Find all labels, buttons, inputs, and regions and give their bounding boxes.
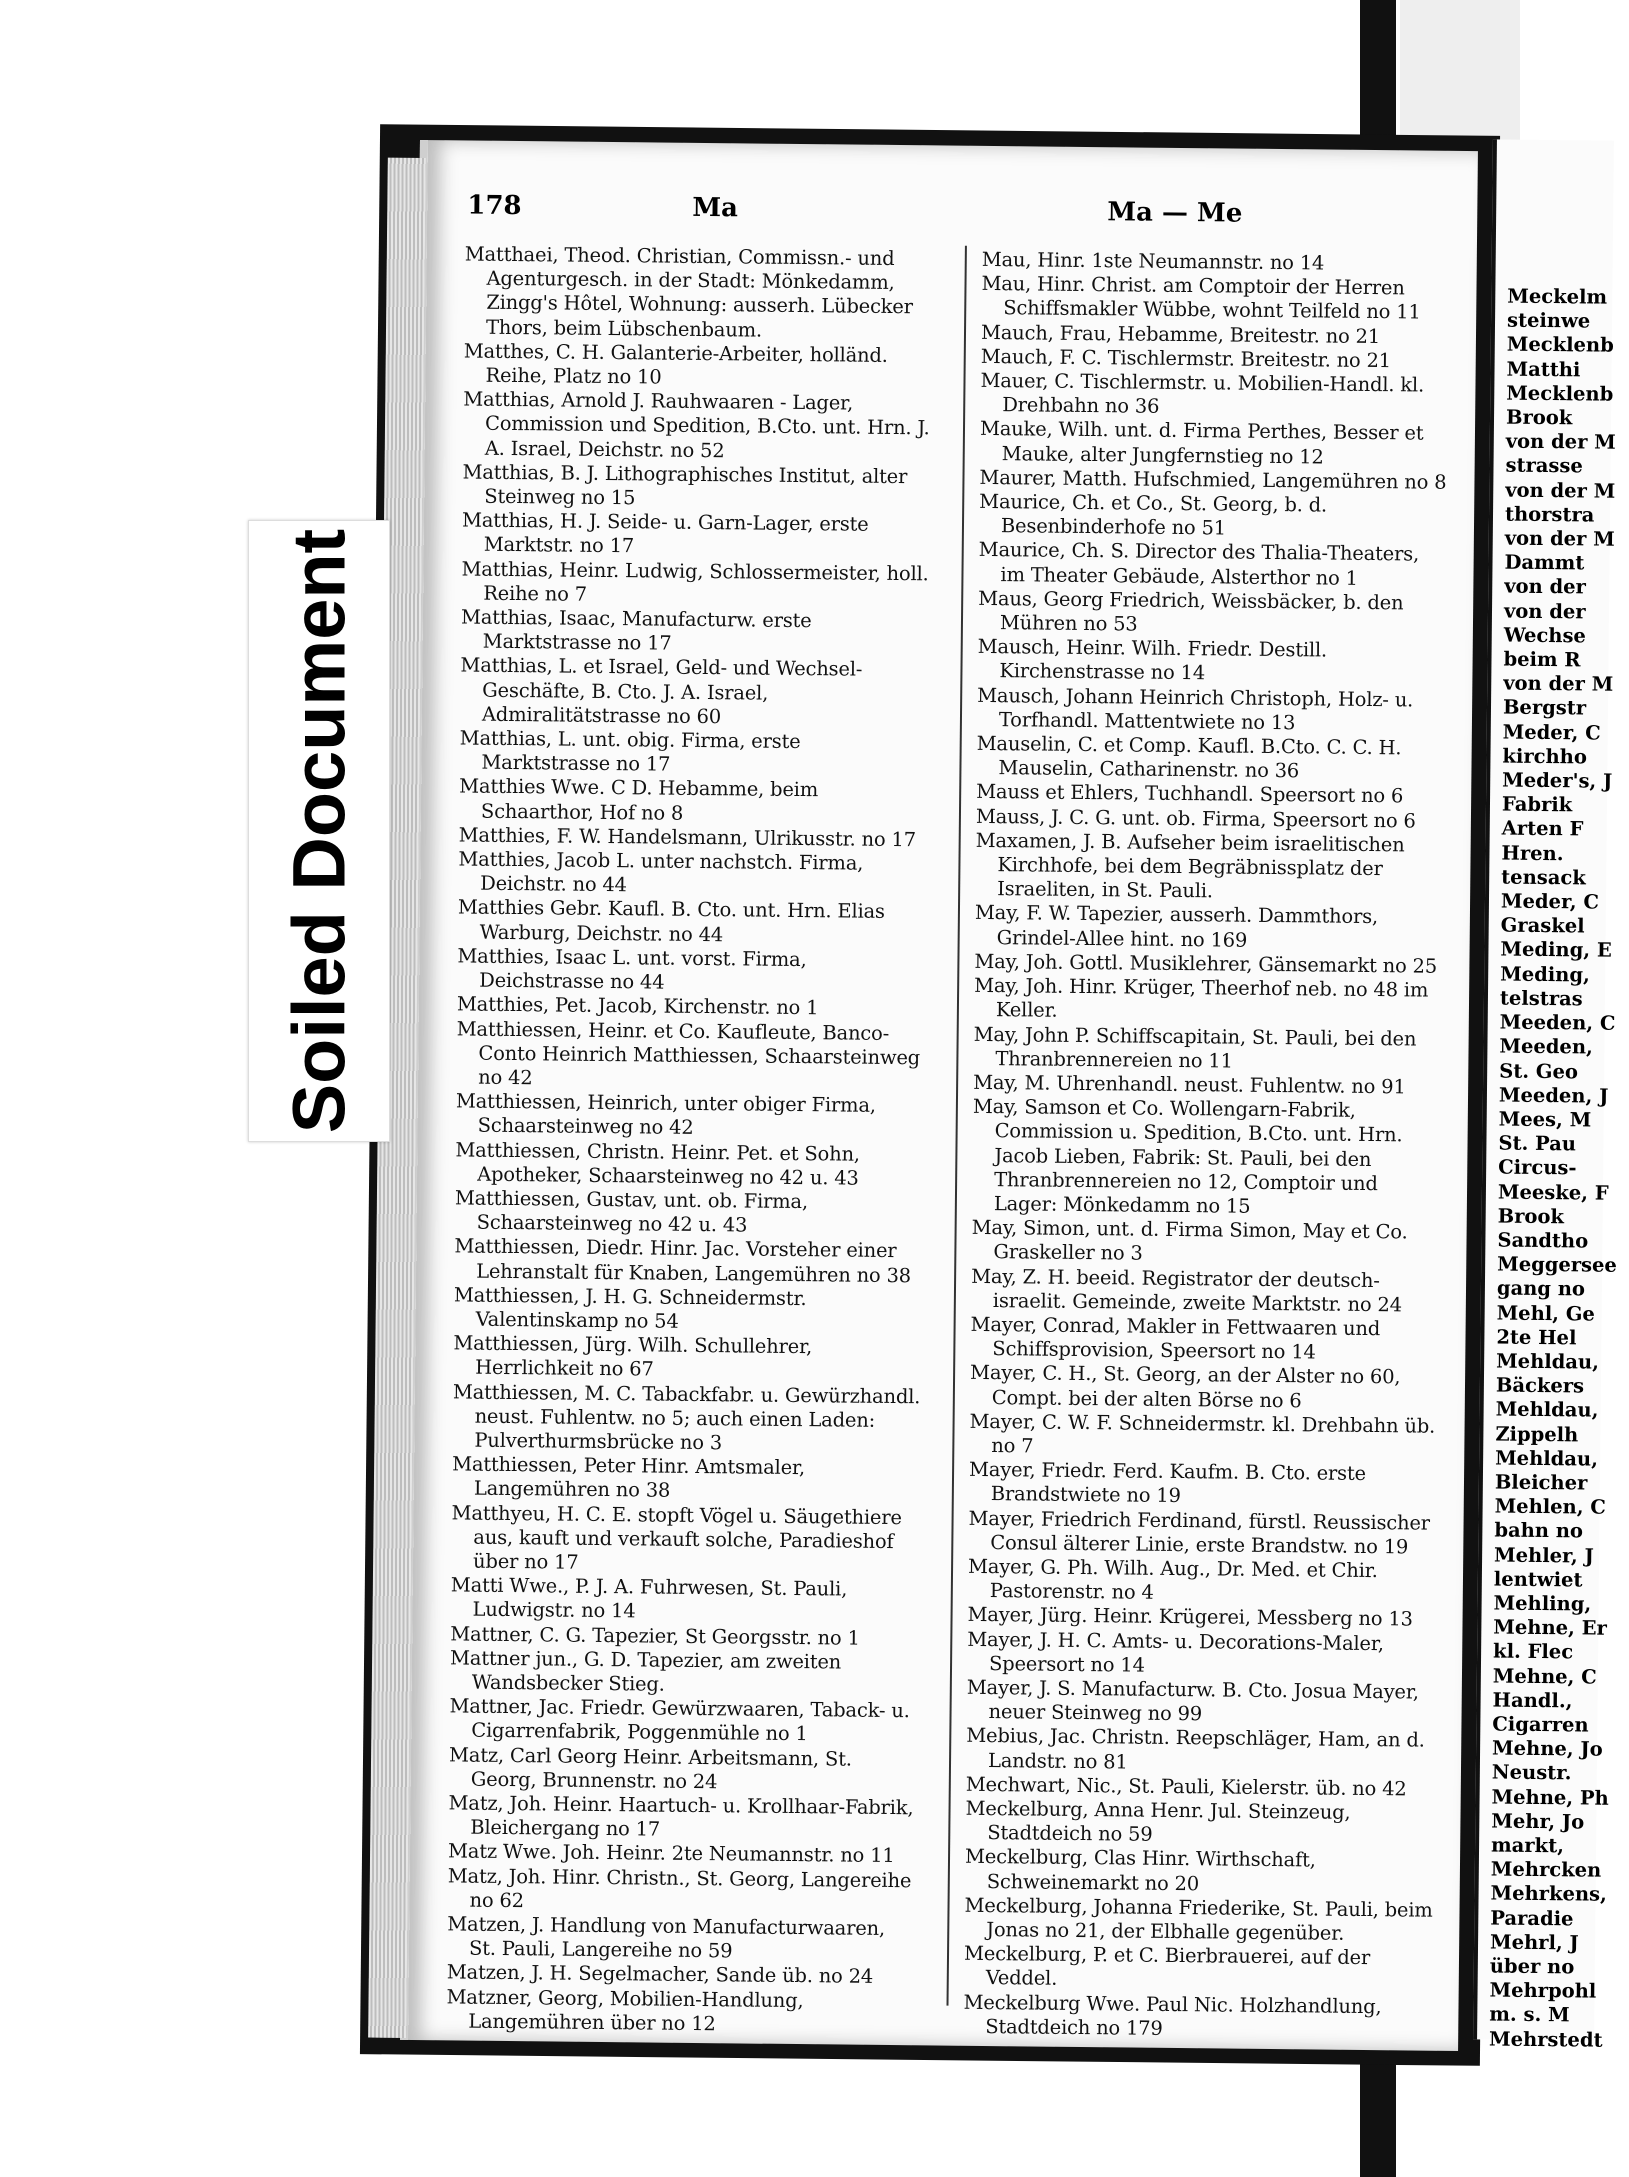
directory-entry: Matthies Wwe. C D. Hebamme, beim Schaarthor, Hof no 8 bbox=[459, 774, 825, 825]
next-page-line: Mehne, Er bbox=[1493, 1615, 1607, 1640]
next-page-line: Mees, M bbox=[1498, 1107, 1592, 1132]
next-page-line: Mehler, J bbox=[1494, 1543, 1594, 1568]
next-page-line: Meding, bbox=[1500, 962, 1590, 987]
next-page-line: Meder, C bbox=[1500, 889, 1600, 914]
next-page-line: Mehrpohl bbox=[1489, 1978, 1597, 2003]
directory-entry: Matthiessen, Diedr. Hinr. Jac. Vorsteher einer Lehranstalt für Knaben, Langemühren no 38 bbox=[454, 1234, 912, 1287]
directory-entry: May, John P. Schiffscapitain, St. Pauli, bei den Thranbrennereien no 11 bbox=[973, 1022, 1423, 1073]
next-page-line: Mehne, Jo bbox=[1491, 1736, 1603, 1761]
directory-entry: Mau, Hinr. Christ. am Comptoir der Herren Schiffsmakler Wübbe, wohnt Teilfeld no 11 bbox=[981, 272, 1421, 324]
next-page-line: Wechse bbox=[1503, 623, 1587, 648]
next-page-line: Meggersee bbox=[1497, 1252, 1618, 1277]
next-page-line: Mehrkens, bbox=[1490, 1881, 1608, 1907]
next-page-text bbox=[1477, 284, 1618, 2052]
page-number: 178 bbox=[467, 190, 522, 222]
header-left: Ma bbox=[692, 192, 739, 224]
directory-entry: Meckelburg Wwe. Paul Nic. Holzhandlung, Stadtdeich no 179 bbox=[963, 1990, 1388, 2040]
next-page-line: von der M bbox=[1505, 429, 1616, 454]
next-page-line: Mecklenb bbox=[1506, 381, 1614, 406]
next-page-line: St. Geo bbox=[1499, 1059, 1579, 1083]
directory-entry: Matthies, Isaac L. unt. vorst. Firma, Deichstrasse no 44 bbox=[457, 944, 813, 994]
directory-entry: Matz, Joh. Hinr. Christn., St. Georg, Langereihe no 62 bbox=[447, 1863, 918, 1912]
directory-entry: Maxamen, J. B. Aufseher beim israelitischen Kirchhofe, bei dem Begräbnissplatz der Israeliten, in St. Pauli. bbox=[975, 828, 1411, 903]
next-page-line: Matthi bbox=[1506, 357, 1581, 381]
directory-entry: Mauch, F. C. Tischlermstr. Breitestr. no 21 bbox=[980, 344, 1392, 372]
directory-entry: Mebius, Jac. Christn. Reepschläger, Ham, an d. Landstr. no 81 bbox=[966, 1724, 1431, 1774]
next-page-line: Brook bbox=[1497, 1204, 1565, 1228]
directory-entry: Mayer, J. S. Manufacturw. B. Cto. Josua Mayer, neuer Steinweg no 99 bbox=[966, 1675, 1425, 1726]
next-page-line: Mehne, Ph bbox=[1491, 1785, 1609, 1810]
next-page-line: Meeden, bbox=[1499, 1034, 1593, 1059]
next-page-line: Mehling, bbox=[1493, 1591, 1592, 1616]
next-page-line: Cigarren bbox=[1492, 1712, 1589, 1737]
directory-entry: Matthies Gebr. Kaufl. B. Cto. unt. Hrn. Elias Warburg, Deichstr. no 44 bbox=[457, 895, 891, 946]
next-page-line: Mehrl, J bbox=[1489, 1930, 1579, 1955]
next-page-line: Meckelm bbox=[1507, 284, 1608, 309]
next-page-line: von der bbox=[1503, 599, 1586, 624]
next-page-fragment bbox=[1473, 139, 1618, 2052]
directory-entry: Mayer, Conrad, Makler in Fettwaaren und Schiffsprovision, Speersort no 14 bbox=[970, 1312, 1387, 1364]
directory-entry: May, F. W. Tapezier, ausserh. Dammthors, Grindel-Allee hint. no 169 bbox=[974, 901, 1385, 952]
directory-entry: Mayer, C. H., St. Georg, an der Alster no 60, Compt. bei der alten Börse no 6 bbox=[970, 1361, 1407, 1412]
directory-entry: Maus, Georg Friedrich, Weissbäcker, b. den Mühren no 53 bbox=[978, 586, 1410, 636]
next-page-line: Bäckers bbox=[1495, 1373, 1585, 1398]
next-page-line: strasse bbox=[1505, 453, 1583, 478]
next-page-line: bahn no bbox=[1494, 1518, 1584, 1543]
directory-entry: Matthiessen, M. C. Tabackfabr. u. Gewürzhandl. neust. Fuhlentw. no 5; auch einen Laden: Pulverthurmsbrücke no 3 bbox=[452, 1379, 927, 1455]
directory-entry: Meckelburg, Anna Henr. Jul. Steinzeug, Stadtdeich no 59 bbox=[965, 1796, 1357, 1846]
next-page-line: Mehrstedt bbox=[1488, 2027, 1603, 2052]
directory-entry: Matzner, Georg, Mobilien-Handlung, Langemühren über no 12 bbox=[446, 1985, 810, 2036]
directory-entry: Matzen, J. Handlung von Manufacturwaaren, St. Pauli, Langereihe no 59 bbox=[447, 1912, 892, 1963]
directory-entry: Matzen, J. H. Segelmacher, Sande üb. no 24 bbox=[446, 1960, 874, 1989]
next-page-line: Meeden, C bbox=[1499, 1010, 1616, 1035]
directory-entry: Matz, Joh. Heinr. Haartuch- u. Krollhaar-Fabrik, Bleichergang no 17 bbox=[448, 1791, 920, 1841]
next-page-line: tensack bbox=[1501, 865, 1586, 890]
page-header bbox=[467, 190, 1447, 240]
directory-entry: Maurice, Ch. et Co., St. Georg, b. d. Besenbinderhofe no 51 bbox=[979, 489, 1334, 540]
next-page-line: Bergstr bbox=[1502, 696, 1587, 720]
directory-entry: Matthaei, Theod. Christian, Commissn.- und Agenturgesch. in der Stadt: Mönkedamm, Zingg's Hôtel, Wohnung: ausserh. Lübecker Thors, beim Lübschenbaum. bbox=[464, 242, 919, 342]
next-page-line: Mehldau, bbox=[1496, 1349, 1600, 1374]
directory-entry: Meckelburg, P. et C. Bierbrauerei, auf der Veddel. bbox=[963, 1942, 1377, 1991]
next-page-line: Brook bbox=[1505, 405, 1573, 430]
directory-entry: Mau, Hinr. 1ste Neumannstr. no 14 bbox=[981, 247, 1325, 275]
directory-entry: Mattner, Jac. Friedr. Gewürzwaaren, Taback- u. Cigarrenfabrik, Poggenmühle no 1 bbox=[449, 1694, 916, 1746]
directory-entry: Matz Wwe. Joh. Heinr. 2te Neumannstr. no 11 bbox=[447, 1839, 895, 1868]
directory-entry: Mauss, J. C. G. unt. ob. Firma, Speersort no 6 bbox=[975, 804, 1416, 833]
directory-entry: Matthiessen, Heinr. et Co. Kaufleute, Banco-Conto Heinrich Matthiessen, Schaarsteinweg no 42 bbox=[456, 1016, 927, 1090]
directory-entry: Matthyeu, H. C. E. stopft Vögel u. Säugethiere aus, kauft und verkauft solche, Paradieshof über no 17 bbox=[451, 1500, 908, 1574]
next-page-line: von der M bbox=[1504, 526, 1615, 551]
next-page-line: Mehldau, bbox=[1495, 1397, 1599, 1422]
next-page-line: St. Pau bbox=[1498, 1131, 1577, 1156]
directory-entry: May, Joh. Hinr. Krüger, Theerhof neb. no 48 im Keller. bbox=[974, 973, 1435, 1023]
next-page-line: thorstra bbox=[1504, 502, 1595, 527]
next-page-line: Mehne, C bbox=[1492, 1664, 1597, 1689]
next-page-line: Dammt bbox=[1504, 550, 1585, 575]
directory-entry: Matthias, Arnold J. Rauhwaaren - Lager, Commission und Spedition, B.Cto. unt. Hrn. J. A. Israel, Deichstr. no 52 bbox=[463, 387, 936, 462]
directory-entry: Matthes, C. H. Galanterie-Arbeiter, holländ. Reihe, Platz no 10 bbox=[463, 339, 894, 389]
next-page-line: Mehl, Ge bbox=[1496, 1301, 1596, 1326]
next-page-line: Mehldau, bbox=[1495, 1446, 1599, 1471]
left-column bbox=[446, 242, 935, 2038]
next-page-line: Graskel bbox=[1500, 913, 1585, 938]
directory-entry: Mayer, J. H. C. Amts- u. Decorations-Maler, Speersort no 14 bbox=[967, 1627, 1390, 1677]
directory-entry: Mayer, Jürg. Heinr. Krügerei, Messberg no 13 bbox=[967, 1603, 1413, 1631]
next-page-line: markt, bbox=[1490, 1833, 1565, 1858]
directory-entry: Matthies, Pet. Jacob, Kirchenstr. no 1 bbox=[456, 992, 819, 1020]
directory-entry: Matz, Carl Georg Heinr. Arbeitsmann, St. Georg, Brunnenstr. no 24 bbox=[448, 1742, 858, 1793]
directory-entry: Matthiessen, Peter Hinr. Amtsmaler, Langemühren no 38 bbox=[452, 1452, 812, 1503]
next-page-line: Bleicher bbox=[1494, 1470, 1588, 1495]
next-page-line: 2te Hel bbox=[1496, 1325, 1577, 1350]
next-page-line: Meder, C bbox=[1502, 720, 1601, 745]
right-column bbox=[963, 248, 1452, 2044]
directory-entry: Matti Wwe., P. J. A. Fuhrwesen, St. Pauli, Ludwigstr. no 14 bbox=[450, 1573, 854, 1623]
next-page-line: m. s. M bbox=[1489, 2002, 1570, 2027]
next-page-line: Circus- bbox=[1498, 1155, 1577, 1180]
directory-entry: Matthiessen, J. H. G. Schneidermstr. Valentinskamp no 54 bbox=[453, 1283, 813, 1333]
next-page-line: Meding, E bbox=[1500, 938, 1612, 963]
directory-entry: Mauselin, C. et Comp. Kaufl. B.Cto. C. C. H. Mauselin, Catharinenstr. no 36 bbox=[976, 731, 1408, 783]
directory-entry: Mattner jun., G. D. Tapezier, am zweiten Wandsbecker Stieg. bbox=[449, 1646, 848, 1696]
next-page-line: Hren. bbox=[1501, 841, 1564, 865]
directory-entry: Matthiessen, Heinrich, unter obiger Firma, Schaarsteinweg no 42 bbox=[455, 1089, 882, 1140]
directory-entry: May, Joh. Gottl. Musiklehrer, Gänsemarkt no 25 bbox=[974, 949, 1438, 978]
header-right: Ma — Me bbox=[1107, 197, 1243, 229]
directory-entry: Mauke, Wilh. unt. d. Firma Perthes, Besser et Mauke, alter Jungfernstieg no 12 bbox=[979, 417, 1430, 469]
next-page-line: von der M bbox=[1505, 478, 1616, 503]
directory-entry: Matthiessen, Gustav, unt. ob. Firma, Schaarsteinweg no 42 u. 43 bbox=[454, 1186, 815, 1237]
next-page-line: Meeske, F bbox=[1497, 1180, 1609, 1205]
directory-entry: May, M. Uhrenhandl. neust. Fuhlentw. no 91 bbox=[973, 1070, 1406, 1099]
directory-entry: May, Simon, unt. d. Firma Simon, May et Co. Graskeller no 3 bbox=[971, 1215, 1414, 1265]
directory-entry: Mayer, Friedrich Ferdinand, fürstl. Reussischer Consul älterer Linie, erste Brandstw. no 19 bbox=[968, 1506, 1436, 1559]
directory-entry: Mattner, C. G. Tapezier, St Georgsstr. no 1 bbox=[450, 1621, 860, 1650]
next-page-line: Mehlen, C bbox=[1494, 1494, 1607, 1519]
directory-entry: May, Samson et Co. Wollengarn-Fabrik, Commission u. Spedition, B.Cto. unt. Hrn. Jacob Lieben, Fabrik: St. Pauli, bei den Thranbrennereien no 12, Comptoir und Lager: Mönkedamm no 15 bbox=[972, 1094, 1409, 1218]
column-divider bbox=[946, 246, 966, 2006]
next-page-line: Mehr, Jo bbox=[1491, 1809, 1585, 1834]
next-page-line: steinwe bbox=[1506, 308, 1591, 333]
directory-entry: Mayer, G. Ph. Wilh. Aug., Dr. Med. et Chir. Pastorenstr. no 4 bbox=[967, 1554, 1384, 1604]
directory-entry: Mauss et Ehlers, Tuchhandl. Speersort no 6 bbox=[976, 780, 1404, 808]
next-page-line: beim R bbox=[1503, 647, 1581, 672]
next-page-line: Paradie bbox=[1490, 1906, 1574, 1930]
directory-entry: Matthias, B. J. Lithographisches Institut, alter Steinweg no 15 bbox=[462, 460, 914, 510]
next-page-line: Meeden, J bbox=[1498, 1083, 1609, 1108]
next-page-line: Mehrcken bbox=[1490, 1857, 1602, 1882]
directory-entry: Matthias, H. J. Seide- u. Garn-Lager, erste Marktstr. no 17 bbox=[461, 508, 875, 558]
next-page-line: Sandtho bbox=[1497, 1228, 1589, 1253]
directory-entry: Matthies, Jacob L. unter nachstch. Firma, Deichstr. no 44 bbox=[458, 847, 870, 897]
directory-entry: Meckelburg, Clas Hinr. Wirthschaft, Schweinemarkt no 20 bbox=[964, 1845, 1322, 1895]
directory-entry: Mausch, Heinr. Wilh. Friedr. Destill. Kirchenstrasse no 14 bbox=[977, 635, 1334, 685]
soiled-document-stamp bbox=[248, 520, 390, 1142]
next-page-line: von der bbox=[1504, 574, 1587, 599]
next-page-line: lentwiet bbox=[1493, 1567, 1583, 1592]
directory-entry: Mayer, Friedr. Ferd. Kaufm. B. Cto. erste Brandstwiete no 19 bbox=[968, 1457, 1373, 1508]
directory-entry: Meckelburg, Johanna Friederike, St. Pauli, beim Jonas no 21, der Elbhalle gegenüber. bbox=[964, 1893, 1439, 1945]
directory-entry: Matthias, Isaac, Manufacturw. erste Marktstrasse no 17 bbox=[460, 605, 818, 655]
next-page-line: Neustr. bbox=[1491, 1760, 1572, 1785]
next-page-line: kirchho bbox=[1502, 744, 1588, 769]
next-page-line: Arten F bbox=[1501, 817, 1584, 841]
stamp-text: Soiled Document bbox=[277, 528, 361, 1134]
directory-entry: Maurice, Ch. S. Director des Thalia-Theaters, im Theater Gebäude, Alsterthor no 1 bbox=[978, 538, 1426, 590]
directory-entry: Mayer, C. W. F. Schneidermstr. kl. Drehbahn üb. no 7 bbox=[969, 1409, 1442, 1458]
next-page-line: von der M bbox=[1503, 671, 1614, 696]
directory-entry: Matthias, Heinr. Ludwig, Schlossermeister, holl. Reihe no 7 bbox=[461, 557, 935, 606]
directory-entry: Maurer, Matth. Hufschmied, Langemühren no 8 bbox=[979, 465, 1447, 494]
directory-entry: Mechwart, Nic., St. Pauli, Kielerstr. üb. no 42 bbox=[965, 1772, 1407, 1801]
directory-entry: Mausch, Johann Heinrich Christoph, Holz- u. Torfhandl. Mattentwiete no 13 bbox=[977, 683, 1420, 735]
directory-entry: May, Z. H. beeid. Registrator der deutsch-israelit. Gemeinde, zweite Marktstr. no 24 bbox=[971, 1264, 1402, 1317]
directory-entry: Matthias, L. unt. obig. Firma, erste Marktstrasse no 17 bbox=[459, 726, 807, 776]
next-page-line: gang no bbox=[1496, 1276, 1586, 1301]
next-page-line: kl. Flec bbox=[1492, 1639, 1574, 1664]
next-page-line: Mecklenb bbox=[1506, 332, 1614, 358]
directory-entry: Mauer, C. Tischlermstr. u. Mobilien-Handl. kl. Drehbahn no 36 bbox=[980, 368, 1431, 418]
directory-page bbox=[400, 140, 1478, 2051]
directory-entry: Matthias, L. et Israel, Geld- und Wechsel-Geschäfte, B. Cto. J. A. Israel, Admiralitätstrasse no 60 bbox=[460, 653, 863, 729]
next-page-line: Handl., bbox=[1492, 1688, 1573, 1713]
next-page-line: Zippelh bbox=[1495, 1422, 1579, 1446]
directory-entry: Matthies, F. W. Handelsmann, Ulrikusstr. no 17 bbox=[458, 823, 916, 852]
next-page-line: Meder's, J bbox=[1502, 768, 1613, 793]
next-page-line: telstras bbox=[1499, 986, 1583, 1011]
directory-entry: Matthiessen, Jürg. Wilh. Schullehrer, Herrlichkeit no 67 bbox=[453, 1331, 819, 1381]
directory-entry: Matthiessen, Christn. Heinr. Pet. et Sohn, Apotheker, Schaarsteinweg no 42 u. 43 bbox=[455, 1137, 867, 1190]
next-page-line: Fabrik bbox=[1501, 792, 1573, 817]
directory-entry: Mauch, Frau, Hebamme, Breitestr. no 21 bbox=[980, 320, 1381, 348]
next-page-line: über no bbox=[1489, 1954, 1575, 1979]
